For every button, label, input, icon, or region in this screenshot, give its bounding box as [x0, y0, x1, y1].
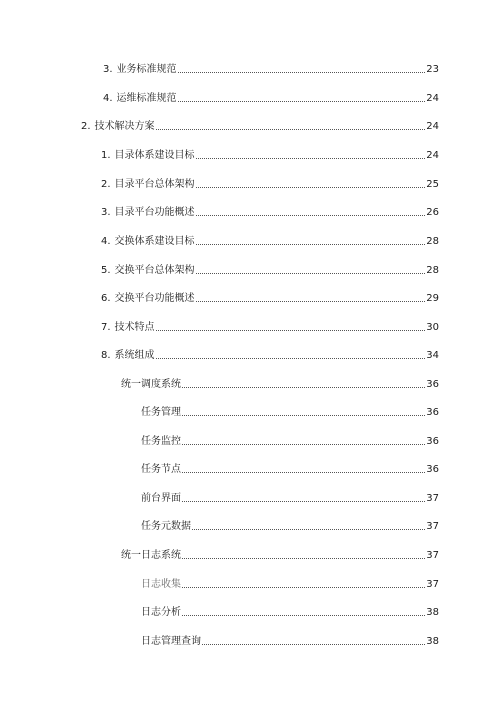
dot-leader [196, 215, 426, 216]
toc-entry-page: 36 [426, 464, 439, 475]
toc-entry [141, 491, 439, 505]
toc-entry [101, 234, 439, 248]
toc-entry-number: 7. [101, 322, 111, 333]
toc-entry-title: 交换体系建设目标 [114, 236, 195, 247]
toc-entry [101, 205, 439, 219]
toc-entry-title: 交换平台功能概述 [114, 293, 195, 304]
toc-entry-page: 29 [426, 293, 439, 304]
toc-entry [141, 434, 439, 448]
toc-entry-page: 38 [426, 636, 439, 647]
toc-entry-title: 日志管理查询 [141, 636, 201, 647]
toc-entry-page: 36 [426, 379, 439, 390]
toc-entry-title: 任务管理 [141, 407, 181, 418]
toc-entry-title: 统一日志系统 [121, 550, 181, 561]
toc-entry-title: 目录平台总体架构 [114, 179, 195, 190]
dot-leader [182, 501, 425, 502]
toc-entry-number: 5. [101, 265, 111, 276]
toc-entry-page: 36 [426, 407, 439, 418]
toc-entry-number: 1. [101, 150, 111, 161]
dot-leader [196, 273, 426, 274]
toc-entry-page: 34 [426, 350, 439, 361]
dot-leader [182, 587, 425, 588]
dot-leader [196, 244, 426, 245]
toc-entry-number: 3. [101, 207, 111, 218]
toc-entry-page: 37 [426, 579, 439, 590]
toc-entry-number: 6. [101, 293, 111, 304]
dot-leader [178, 101, 426, 102]
dot-leader [202, 644, 425, 645]
toc-entry [101, 263, 439, 277]
toc-entry-number: 4. [101, 236, 111, 247]
dot-leader [182, 387, 425, 388]
toc-entry-number: 3. [103, 64, 113, 75]
toc-entry [141, 605, 439, 619]
dot-leader [182, 615, 425, 616]
toc-entry [121, 548, 439, 562]
toc-entry-title: 任务监控 [141, 436, 181, 447]
toc-entry [103, 91, 439, 105]
toc-entry-title: 业务标准规范 [116, 64, 177, 75]
toc-entry [141, 634, 439, 648]
dot-leader [182, 472, 425, 473]
toc-entry-title: 任务节点 [141, 464, 181, 475]
toc-entry [101, 291, 439, 305]
toc-entry-title: 日志收集 [141, 579, 181, 590]
toc-entry [101, 177, 439, 191]
dot-leader [192, 529, 425, 530]
toc-entry [141, 519, 439, 533]
dot-leader [178, 72, 426, 73]
toc-entry-title: 目录体系建设目标 [114, 150, 195, 161]
toc-entry-page: 37 [426, 493, 439, 504]
dot-leader [196, 187, 426, 188]
toc-entry-page: 24 [426, 150, 439, 161]
toc-entry-title: 交换平台总体架构 [114, 265, 195, 276]
toc-entry-page: 26 [426, 207, 439, 218]
toc-entry-page: 36 [426, 436, 439, 447]
toc-entry-title: 技术解决方案 [94, 121, 155, 132]
toc-entry [101, 148, 439, 162]
toc-entry [103, 62, 439, 76]
toc-entry-page: 24 [426, 93, 439, 104]
toc-entry-page: 28 [426, 236, 439, 247]
toc-entry-title: 前台界面 [141, 493, 181, 504]
toc-entry-title: 运维标准规范 [116, 93, 177, 104]
dot-leader [156, 330, 426, 331]
toc-entry-page: 25 [426, 179, 439, 190]
toc-entry-page: 30 [426, 322, 439, 333]
toc-entry-page: 23 [426, 64, 439, 75]
toc-entry-number: 2. [81, 121, 91, 132]
toc-entry-page: 24 [426, 121, 439, 132]
toc-entry-page: 28 [426, 265, 439, 276]
toc-entry [141, 577, 439, 591]
toc-entry [101, 320, 439, 334]
toc-entry-page: 38 [426, 607, 439, 618]
toc-entry-page: 37 [426, 521, 439, 532]
dot-leader [182, 444, 425, 445]
dot-leader [156, 129, 426, 130]
toc-entry-number: 2. [101, 179, 111, 190]
dot-leader [156, 358, 426, 359]
toc-entry-number: 4. [103, 93, 113, 104]
dot-leader [196, 301, 426, 302]
toc-entry-title: 任务元数据 [141, 521, 191, 532]
toc-entry [101, 348, 439, 362]
toc-entry-title: 日志分析 [141, 607, 181, 618]
toc-entry [81, 119, 439, 133]
toc-entry-title: 技术特点 [114, 322, 155, 333]
dot-leader [182, 558, 425, 559]
dot-leader [196, 158, 426, 159]
toc-entry [121, 377, 439, 391]
toc-entry-number: 8. [101, 350, 111, 361]
toc-entry-title: 系统组成 [114, 350, 155, 361]
toc-entry-title: 目录平台功能概述 [114, 207, 195, 218]
toc-entry [141, 462, 439, 476]
toc-entry-title: 统一调度系统 [121, 379, 181, 390]
toc-entry-page: 37 [426, 550, 439, 561]
toc-entry [141, 405, 439, 419]
dot-leader [182, 415, 425, 416]
